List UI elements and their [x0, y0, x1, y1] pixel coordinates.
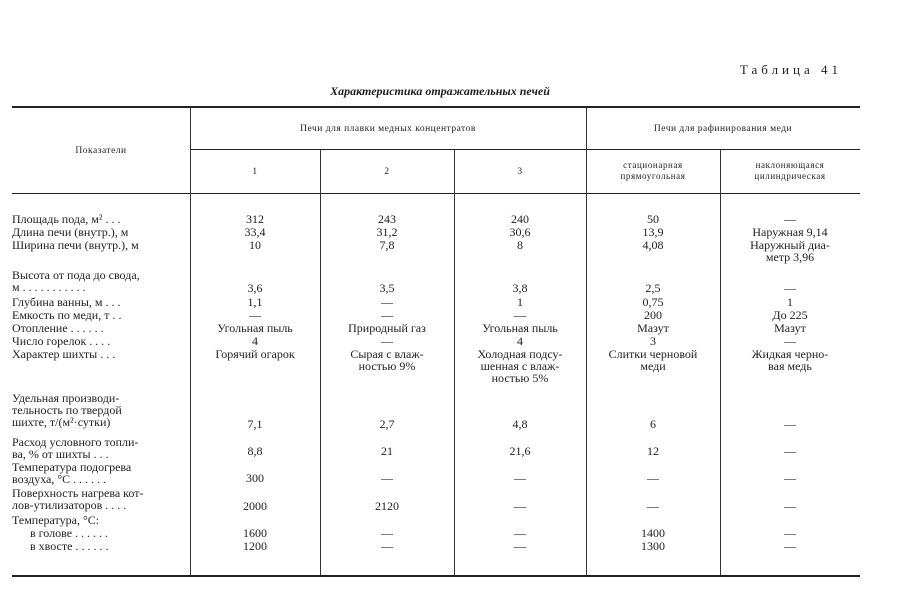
row-label-heating: Отопление . . . . . . [12, 321, 104, 335]
header-column-3: 3 [517, 167, 523, 177]
table-cell: Угольная пыль [482, 321, 558, 335]
table-cell: — [647, 499, 659, 513]
table-cell: 300 [246, 471, 264, 485]
table-cell: — [784, 539, 796, 553]
table-cell: 21 [381, 444, 393, 458]
table-cell: 4,8 [512, 417, 528, 431]
table-cell: — [381, 334, 393, 348]
table-cell: 3,6 [247, 281, 263, 295]
row-label-burners: Число горелок . . . . [12, 334, 111, 348]
table-cell: 3,8 [512, 281, 528, 295]
table-cell: — [784, 212, 796, 226]
table-cell: 12 [647, 444, 659, 458]
table-cell: — [381, 295, 393, 309]
table-cell: Жидкая черно- вая медь [751, 347, 829, 373]
table-cell: — [647, 471, 659, 485]
table-cell: — [381, 539, 393, 553]
table-cell: 7,8 [379, 238, 395, 252]
header-column-2: 2 [384, 167, 390, 177]
group-rule [190, 149, 860, 150]
header-column-tilting: наклоняющаяся цилиндрическая [754, 160, 826, 181]
header-column-stationary: стационарная прямоугольная [620, 160, 686, 181]
table-cell: 4 [252, 334, 258, 348]
row-label-hearth-area: Площадь пода, м² . . . [12, 212, 121, 226]
table-cell: Угольная пыль [217, 321, 293, 335]
row-label-air-temperature: Температура подогрева воздуха, °С . . . . . . [12, 460, 132, 486]
table-cell: — [381, 526, 393, 540]
table-cell: 312 [246, 212, 264, 226]
table-cell: 1 [517, 295, 523, 309]
table-cell: — [514, 471, 526, 485]
row-label-productivity: Удельная производи- тельность по твердой шихте, т/(м²·сутки) [12, 391, 122, 429]
table-cell: Наружный диа- метр 3,96 [750, 238, 830, 264]
row-label-copper-capacity: Емкость по меди, т . . [12, 308, 122, 322]
table-cell: — [514, 526, 526, 540]
table-cell: 4,08 [642, 238, 664, 252]
table-cell: 21,6 [509, 444, 531, 458]
row-label-temp-head: в голове . . . . . . [30, 526, 109, 540]
table-cell: Слитки черновой меди [608, 347, 698, 373]
table-cell: — [784, 334, 796, 348]
table-cell: Природный газ [348, 321, 426, 335]
table-cell: 0,75 [642, 295, 664, 309]
table-cell: — [784, 417, 796, 431]
row-label-boiler-surface: Поверхность нагрева кот- лов-утилизаторов . . . . [12, 486, 144, 512]
table-cell: Наружная 9,14 [752, 225, 828, 239]
table-cell: 200 [644, 308, 662, 322]
table-cell: Мазут [637, 321, 669, 335]
table-cell: — [381, 308, 393, 322]
table-cell: Холодная подсу- шенная с влаж- ностью 5% [477, 347, 563, 385]
header-bottom-rule [12, 193, 860, 194]
table-cell: — [514, 539, 526, 553]
table-cell: 240 [511, 212, 529, 226]
table-cell: До 225 [772, 308, 808, 322]
bottom-rule [12, 575, 860, 577]
table-cell: 3,5 [379, 281, 395, 295]
table-cell: — [514, 499, 526, 513]
table-cell: 50 [647, 212, 659, 226]
table-cell: — [784, 526, 796, 540]
table-cell: 3 [650, 334, 656, 348]
table-cell: 31,2 [376, 225, 398, 239]
header-group-refining: Печи для рафинирования меди [653, 124, 793, 134]
table-cell: 243 [378, 212, 396, 226]
table-cell: Горячий огарок [215, 347, 295, 361]
table-cell: — [249, 308, 261, 322]
table-cell: — [784, 471, 796, 485]
table-cell: Мазут [774, 321, 806, 335]
table-cell: 13,9 [642, 225, 664, 239]
table-cell: — [784, 444, 796, 458]
table-cell: 2000 [243, 499, 267, 513]
table-cell: — [381, 471, 393, 485]
table-cell: 7,1 [247, 417, 263, 431]
row-label-bath-depth: Глубина ванны, м . . . [12, 295, 121, 309]
row-label-length: Длина печи (внутр.), м [12, 225, 129, 239]
header-column-1: 1 [252, 167, 258, 177]
table-cell: 1600 [243, 526, 267, 540]
table-cell: 1300 [641, 539, 665, 553]
table-cell: 1400 [641, 526, 665, 540]
table-cell: 33,4 [244, 225, 266, 239]
header-params-label: Показатели [75, 146, 127, 156]
table-cell: 4 [517, 334, 523, 348]
table-cell: 2,7 [379, 417, 395, 431]
table-cell: 8 [517, 238, 523, 252]
table-cell: 1200 [243, 539, 267, 553]
table-cell: 2,5 [645, 281, 661, 295]
table-number: Таблица 41 [739, 62, 842, 77]
table-cell: Сырая с влаж- ностью 9% [350, 347, 424, 373]
table-cell: — [784, 499, 796, 513]
table-cell: 30,6 [509, 225, 531, 239]
row-label-temp-tail: в хвосте . . . . . . [30, 539, 109, 553]
table-cell: 1 [787, 295, 793, 309]
row-label-charge-type: Характер шихты . . . [12, 347, 116, 361]
row-label-width: Ширина печи (внутр.), м [12, 238, 139, 252]
table-cell: — [514, 308, 526, 322]
top-rule [12, 106, 860, 108]
header-group-smelting: Печи для плавки медных концентратов [300, 124, 476, 134]
row-label-temperature: Температура, °С: [12, 513, 100, 527]
row-label-height: Высота от пода до свода, м . . . . . . . . . . . [12, 268, 140, 294]
table-cell: 10 [249, 238, 261, 252]
table-cell: 8,8 [247, 444, 263, 458]
row-label-fuel-consumption: Расход условного топли- ва, % от шихты . . . [12, 435, 139, 461]
table-cell: 1,1 [247, 295, 263, 309]
table-cell: 6 [650, 417, 656, 431]
table-cell: 2120 [375, 499, 399, 513]
table-title: Характеристика отражательных печей [330, 84, 550, 98]
table-cell: — [784, 281, 796, 295]
